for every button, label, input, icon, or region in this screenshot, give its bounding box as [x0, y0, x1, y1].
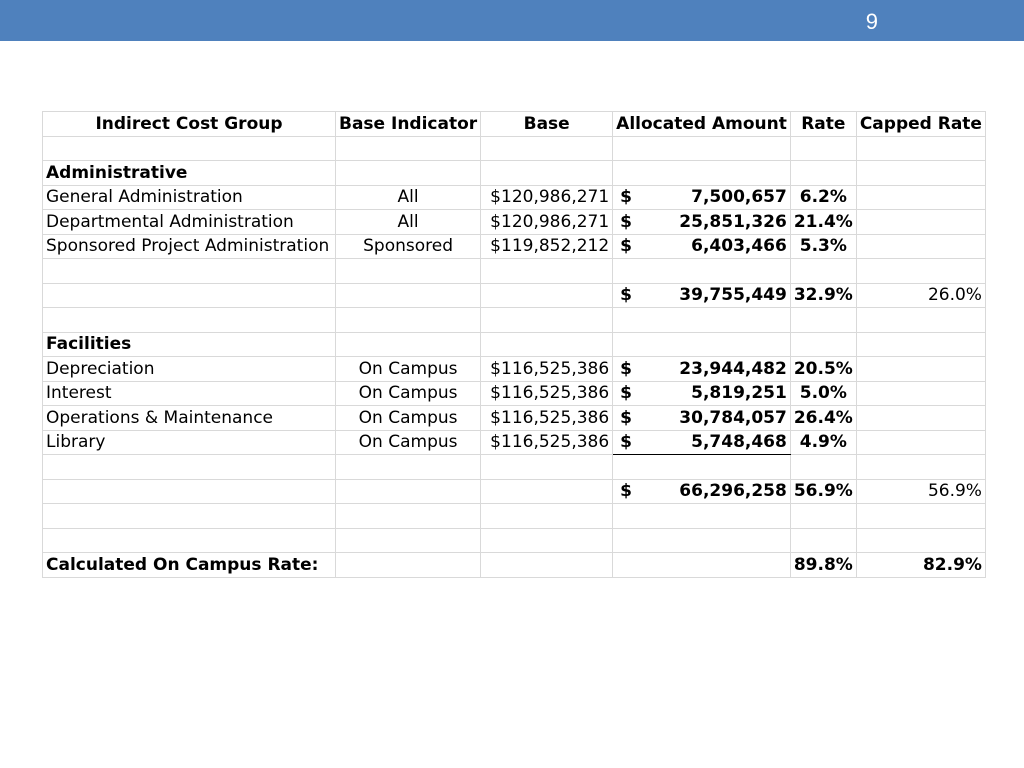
subtotal-capped-rate: 26.0%	[856, 283, 985, 308]
allocated-amount: $ 5,748,468	[613, 430, 791, 455]
cost-group-name: General Administration	[43, 185, 336, 210]
allocated-amount: $ 7,500,657	[613, 185, 791, 210]
total-rate: 89.8%	[790, 553, 856, 578]
slide-header-bar	[0, 0, 1024, 41]
rate: 5.3%	[790, 234, 856, 259]
base-indicator: All	[336, 210, 481, 235]
header-allocated-amount: Allocated Amount	[613, 112, 791, 137]
blank-row	[43, 455, 986, 480]
subtotal-allocated-amount: $ 39,755,449	[613, 283, 791, 308]
allocated-amount: $ 23,944,482	[613, 357, 791, 382]
rate: 20.5%	[790, 357, 856, 382]
base-amount: $ 120,986,271	[481, 185, 613, 210]
table-row	[43, 185, 986, 210]
base-amount: $ 120,986,271	[481, 210, 613, 235]
base-indicator: All	[336, 185, 481, 210]
table-row	[43, 381, 986, 406]
base-amount: $ 116,525,386	[481, 406, 613, 431]
rate: 26.4%	[790, 406, 856, 431]
allocated-amount: $ 25,851,326	[613, 210, 791, 235]
allocated-amount: $ 5,819,251	[613, 381, 791, 406]
total-label: Calculated On Campus Rate:	[43, 553, 336, 578]
table-row	[43, 430, 986, 455]
allocated-amount: $ 6,403,466	[613, 234, 791, 259]
blank-row	[43, 259, 986, 284]
base-amount: $ 116,525,386	[481, 357, 613, 382]
base-amount: $ 116,525,386	[481, 430, 613, 455]
base-indicator: On Campus	[336, 357, 481, 382]
subtotal-rate: 32.9%	[790, 283, 856, 308]
base-indicator: On Campus	[336, 430, 481, 455]
cost-group-name: Departmental Administration	[43, 210, 336, 235]
header-indirect-cost-group: Indirect Cost Group	[43, 112, 336, 137]
subtotal-allocated-amount: $ 66,296,258	[613, 479, 791, 504]
total-row	[43, 553, 986, 578]
cost-group-name: Library	[43, 430, 336, 455]
subtotal-capped-rate: 56.9%	[856, 479, 985, 504]
header-capped-rate: Capped Rate	[856, 112, 985, 137]
section-row-administrative	[43, 161, 986, 186]
base-indicator: On Campus	[336, 406, 481, 431]
table-row	[43, 406, 986, 431]
subtotal-row-facilities	[43, 479, 986, 504]
base-indicator: On Campus	[336, 381, 481, 406]
blank-row	[43, 528, 986, 553]
blank-row	[43, 308, 986, 333]
rate: 6.2%	[790, 185, 856, 210]
table-row	[43, 210, 986, 235]
base-amount: $ 116,525,386	[481, 381, 613, 406]
subtotal-rate: 56.9%	[790, 479, 856, 504]
rate: 21.4%	[790, 210, 856, 235]
rate: 5.0%	[790, 381, 856, 406]
blank-row	[43, 504, 986, 529]
total-capped-rate: 82.9%	[856, 553, 985, 578]
indirect-cost-table	[42, 111, 986, 578]
blank-row	[43, 136, 986, 161]
table-row	[43, 357, 986, 382]
subtotal-row-administrative	[43, 283, 986, 308]
header-row	[43, 112, 986, 137]
header-base-indicator: Base Indicator	[336, 112, 481, 137]
table-row	[43, 234, 986, 259]
allocated-amount: $ 30,784,057	[613, 406, 791, 431]
section-row-facilities	[43, 332, 986, 357]
header-base: Base	[481, 112, 613, 137]
section-title: Facilities	[43, 332, 336, 357]
base-indicator: Sponsored	[336, 234, 481, 259]
section-title: Administrative	[43, 161, 336, 186]
rate: 4.9%	[790, 430, 856, 455]
cost-group-name: Depreciation	[43, 357, 336, 382]
page-number: 9	[865, 9, 878, 34]
cost-group-name: Operations & Maintenance	[43, 406, 336, 431]
header-rate: Rate	[790, 112, 856, 137]
base-amount: $ 119,852,212	[481, 234, 613, 259]
cost-group-name: Sponsored Project Administration	[43, 234, 336, 259]
cost-group-name: Interest	[43, 381, 336, 406]
